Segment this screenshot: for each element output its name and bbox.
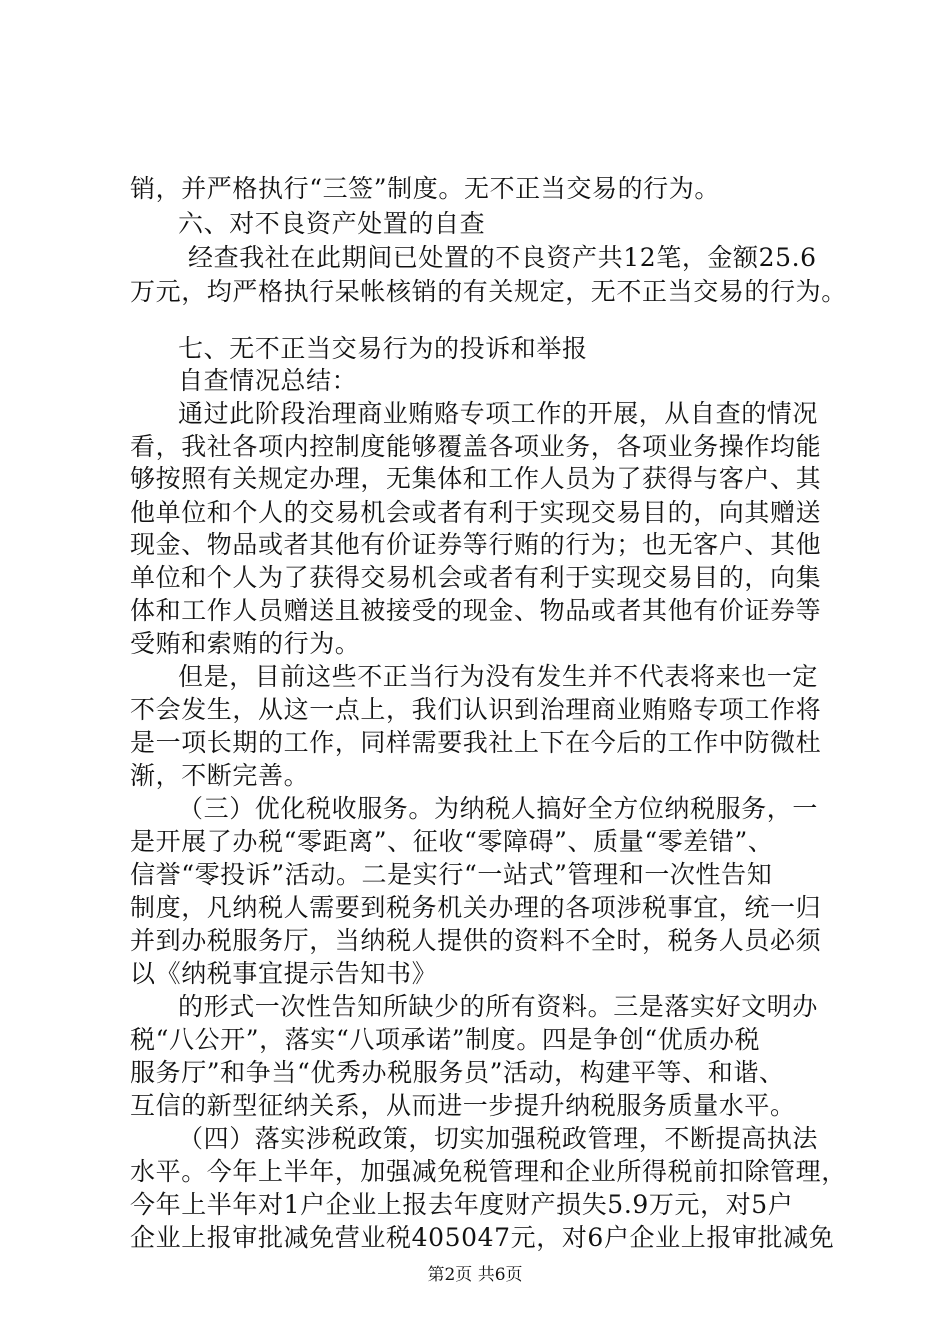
body-line: 税“八公开”，落实“八项承诺”制度。四是争创“优质办税: [130, 1025, 761, 1054]
body-line: 今年上半年对1户企业上报去年度财产损失5.9万元，对5户: [130, 1190, 794, 1219]
body-line: 受贿和索贿的行为。: [130, 629, 361, 658]
body-line: 经查我社在此期间已处置的不良资产共12笔，金额25.6: [188, 243, 817, 272]
body-line: 互信的新型征纳关系，从而进一步提升纳税服务质量水平。: [130, 1091, 796, 1120]
body-line: 是一项长期的工作，同样需要我社上下在今后的工作中防微杜: [130, 728, 822, 757]
body-line: 服务厅”和争当“优秀办税服务员”活动，构建平等、和谐、: [130, 1058, 785, 1087]
body-line: 制度，凡纳税人需要到税务机关办理的各项涉税事宜，统一归: [130, 893, 822, 922]
section-heading: 七、无不正当交易行为的投诉和举报: [178, 334, 588, 363]
body-line: 够按照有关规定办理，无集体和工作人员为了获得与客户、其: [130, 464, 822, 493]
body-line: 水平。今年上半年，加强减免税管理和企业所得税前扣除管理，: [130, 1157, 847, 1186]
body-line: 他单位和个人的交易机会或者有利于实现交易目的，向其赠送: [130, 498, 822, 527]
body-line: 信誉“零投诉”活动。二是实行“一站式”管理和一次性告知: [130, 860, 773, 889]
body-line: 销，并严格执行“三签”制度。无不正当交易的行为。: [130, 174, 720, 203]
body-line: 但是，目前这些不正当行为没有发生并不代表将来也一定: [178, 662, 819, 691]
body-line: 万元，均严格执行呆帐核销的有关规定，无不正当交易的行为。: [130, 277, 847, 306]
body-line: 并到办税服务厅，当纳税人提供的资料不全时，税务人员必须: [130, 926, 822, 955]
body-line: 体和工作人员赠送且被接受的现金、物品或者其他有价证券等: [130, 596, 822, 625]
body-line: 通过此阶段治理商业贿赂专项工作的开展，从自查的情况: [178, 399, 819, 428]
body-line: 以《纳税事宜提示告知书》: [130, 959, 438, 988]
section-heading: 自查情况总结：: [178, 366, 358, 395]
body-line: 企业上报审批减免营业税405047元，对6户企业上报审批减免: [130, 1223, 835, 1252]
body-line: 单位和个人为了获得交易机会或者有利于实现交易目的，向集: [130, 563, 822, 592]
body-line: （三）优化税收服务。为纳税人搞好全方位纳税服务，一: [178, 794, 819, 823]
body-line: 的形式一次性告知所缺少的所有资料。三是落实好文明办: [178, 992, 819, 1021]
section-heading: 六、对不良资产处置的自查: [178, 209, 486, 238]
body-line: 现金、物品或者其他有价证券等行贿的行为；也无客户、其他: [130, 530, 822, 559]
body-line: 渐，不断完善。: [130, 761, 310, 790]
body-line: 是开展了办税“零距离”、征收“零障碍”、质量“零差错”、: [130, 827, 774, 856]
body-line: 不会发生，从这一点上，我们认识到治理商业贿赂专项工作将: [130, 695, 822, 724]
page-number-footer: 第2页 共6页: [427, 1265, 523, 1285]
body-line: （四）落实涉税政策，切实加强税政管理，不断提高执法: [178, 1124, 819, 1153]
body-line: 看，我社各项内控制度能够覆盖各项业务，各项业务操作均能: [130, 432, 822, 461]
